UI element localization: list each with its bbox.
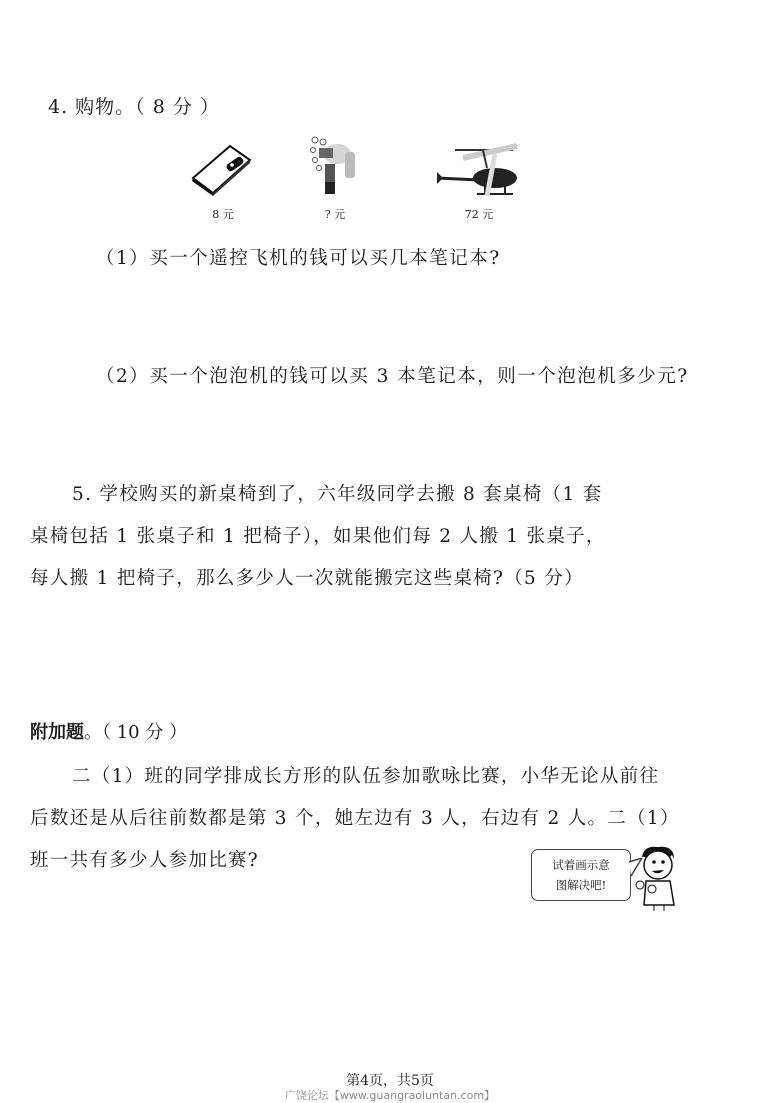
notebook-price: 8 元 (212, 208, 234, 221)
hint-line-2: 图解决吧! (555, 878, 607, 892)
helicopter-icon (433, 138, 525, 198)
question-5 (30, 474, 730, 600)
watermark: 广饶论坛【www.guangraoluntan.com】 (284, 1089, 496, 1102)
question-5-line-1: 5. 学校购买的新桌椅到了，六年级同学去搬 8 套桌椅（1 套 (72, 484, 603, 505)
bonus-title-score: 。（ 10 分 ） (84, 722, 188, 743)
question-5-line-3: 每人搬 1 把椅子，那么多少人一次就能搬完这些桌椅?（5 分） (30, 568, 584, 589)
question-5-line-2: 桌椅包括 1 张桌子和 1 把椅子），如果他们每 2 人搬 1 张桌子， (30, 526, 606, 547)
hint-speech-bubble (531, 849, 631, 901)
cartoon-boy-icon (630, 843, 682, 911)
page-number: 第4页，共5页 (346, 1073, 434, 1089)
bonus-line-2: 后数还是从后往前数都是第 3 个，她左边有 3 人，右边有 2 人。二（1） (30, 808, 680, 829)
item-notebook (188, 138, 258, 222)
helicopter-price: 72 元 (464, 208, 494, 221)
question-4-sub-1: （1）买一个遥控飞机的钱可以买几本笔记本? (96, 248, 501, 269)
item-bubble-machine (305, 134, 365, 222)
question-4-sub-2: （2）买一个泡泡机的钱可以买 3 本笔记本，则一个泡泡机多少元? (96, 366, 689, 387)
question-4-title: 4. 购物。（ 8 分 ） (48, 96, 220, 118)
bonus-line-3: 班一共有多少人参加比赛? (30, 850, 260, 871)
notebook-icon (188, 138, 258, 198)
hint-line-1: 试着画示意 (552, 858, 610, 872)
item-helicopter (433, 138, 525, 222)
bonus-title (30, 718, 187, 744)
bubble-machine-icon (305, 134, 365, 198)
bubble-machine-price: ? 元 (324, 208, 346, 221)
bonus-title-bold: 附加题 (30, 722, 84, 743)
bonus-line-1: 二（1）班的同学排成长方形的队伍参加歌咏比赛，小华无论从前往 (72, 766, 660, 787)
